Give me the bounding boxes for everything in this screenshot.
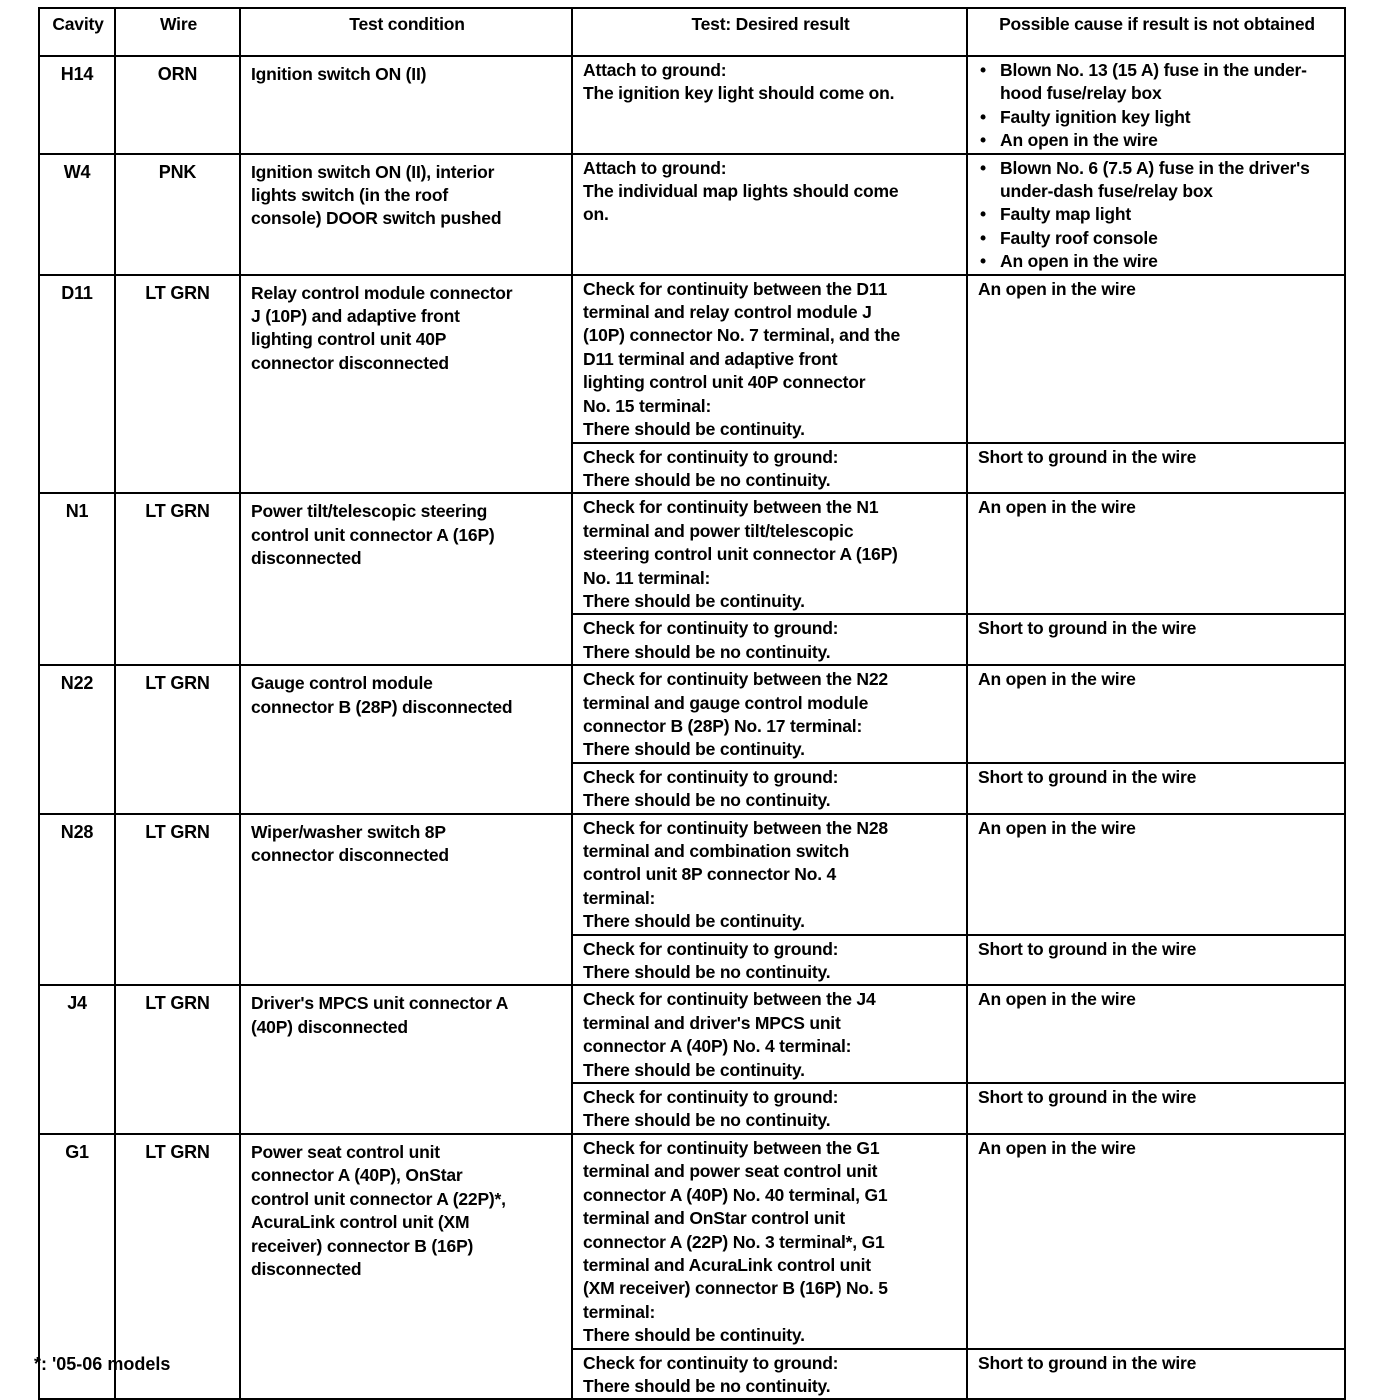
wire-test-table xyxy=(38,7,1346,1400)
cavity-cell: G1 xyxy=(39,1134,115,1399)
wire-cell: LT GRN xyxy=(115,665,240,813)
wire-cell: ORN xyxy=(115,56,240,154)
wire-cell: LT GRN xyxy=(115,814,240,986)
possible-cause-cell: Short to ground in the wire xyxy=(967,1083,1345,1134)
table-row xyxy=(39,154,1345,275)
header-wire: Wire xyxy=(115,8,240,56)
table-row xyxy=(39,985,1345,1083)
test-condition-cell: Relay control module connector J (10P) and adaptive front lighting control unit 40P connector disconnected xyxy=(240,275,572,494)
desired-result-cell: Check for continuity between the G1 terminal and power seat control unit connector A (40P) No. 40 terminal, G1 terminal and OnStar control unit connector A (22P) No. 3 terminal*, G1 terminal and AcuraLink control unit (XM receiver) connector B (16P) No. 5 terminal: There should be continuity. xyxy=(572,1134,967,1349)
cause-list-item: • Faulty roof console xyxy=(978,227,1336,250)
desired-result-cell: Check for continuity to ground: There should be no continuity. xyxy=(572,935,967,986)
table-row xyxy=(39,814,1345,935)
possible-cause-cell: Short to ground in the wire xyxy=(967,1349,1345,1400)
desired-result-cell: Check for continuity between the J4 terminal and driver's MPCS unit connector A (40P) No. 4 terminal: There should be continuity. xyxy=(572,985,967,1083)
possible-cause-cell: Short to ground in the wire xyxy=(967,763,1345,814)
possible-cause-cell: An open in the wire xyxy=(967,985,1345,1083)
cause-list xyxy=(978,59,1336,153)
cavity-cell: J4 xyxy=(39,985,115,1133)
desired-result-cell: Check for continuity between the D11 terminal and relay control module J (10P) connector No. 7 terminal, and the D11 terminal and adaptive front lighting control unit 40P connector No. 15 terminal: There should be continuity. xyxy=(572,275,967,443)
table-row xyxy=(39,56,1345,154)
possible-cause-cell xyxy=(967,154,1345,275)
table-row xyxy=(39,275,1345,443)
desired-result-cell: Check for continuity between the N1 terminal and power tilt/telescopic steering control unit connector A (16P) No. 11 terminal: There should be continuity. xyxy=(572,493,967,614)
cavity-cell: D11 xyxy=(39,275,115,494)
desired-result-cell: Check for continuity to ground: There should be no continuity. xyxy=(572,614,967,665)
possible-cause-cell: An open in the wire xyxy=(967,1134,1345,1349)
possible-cause-cell: Short to ground in the wire xyxy=(967,614,1345,665)
table-row xyxy=(39,665,1345,763)
wire-cell: LT GRN xyxy=(115,1134,240,1399)
possible-cause-cell: An open in the wire xyxy=(967,275,1345,443)
header-desired-result: Test: Desired result xyxy=(572,8,967,56)
desired-result-cell: Check for continuity to ground: There should be no continuity. xyxy=(572,1349,967,1400)
test-condition-cell: Power seat control unit connector A (40P), OnStar control unit connector A (22P)*, AcuraLink control unit (XM receiver) connector B (16P) disconnected xyxy=(240,1134,572,1399)
header-possible-cause: Possible cause if result is not obtained xyxy=(967,8,1345,56)
wire-cell: LT GRN xyxy=(115,985,240,1133)
cause-list-item: • An open in the wire xyxy=(978,129,1336,152)
possible-cause-cell xyxy=(967,56,1345,154)
test-condition-cell: Ignition switch ON (II), interior lights switch (in the roof console) DOOR switch pushed xyxy=(240,154,572,275)
header-cavity: Cavity xyxy=(39,8,115,56)
cause-list-item: • Faulty ignition key light xyxy=(978,106,1336,129)
table-row xyxy=(39,493,1345,614)
possible-cause-cell: Short to ground in the wire xyxy=(967,443,1345,494)
desired-result-cell: Check for continuity to ground: There should be no continuity. xyxy=(572,1083,967,1134)
desired-result-cell: Check for continuity between the N28 terminal and combination switch control unit 8P connector No. 4 terminal: There should be continuity. xyxy=(572,814,967,935)
cause-list-item: • Faulty map light xyxy=(978,203,1336,226)
wire-cell: PNK xyxy=(115,154,240,275)
cause-list xyxy=(978,157,1336,274)
possible-cause-cell: An open in the wire xyxy=(967,665,1345,763)
wire-cell: LT GRN xyxy=(115,275,240,494)
possible-cause-cell: An open in the wire xyxy=(967,493,1345,614)
table-row xyxy=(39,1134,1345,1349)
cavity-cell: N22 xyxy=(39,665,115,813)
desired-result-cell: Check for continuity to ground: There should be no continuity. xyxy=(572,443,967,494)
possible-cause-cell: An open in the wire xyxy=(967,814,1345,935)
cause-list-item: • An open in the wire xyxy=(978,250,1336,273)
cause-list-item: • Blown No. 13 (15 A) fuse in the under-hood fuse/relay box xyxy=(978,59,1336,106)
test-condition-cell: Gauge control module connector B (28P) disconnected xyxy=(240,665,572,813)
cavity-cell: N1 xyxy=(39,493,115,665)
possible-cause-cell: Short to ground in the wire xyxy=(967,935,1345,986)
test-condition-cell: Power tilt/telescopic steering control unit connector A (16P) disconnected xyxy=(240,493,572,665)
cause-list-item: • Blown No. 6 (7.5 A) fuse in the driver's under-dash fuse/relay box xyxy=(978,157,1336,204)
wire-cell: LT GRN xyxy=(115,493,240,665)
desired-result-cell: Attach to ground: The ignition key light should come on. xyxy=(572,56,967,154)
test-condition-cell: Driver's MPCS unit connector A (40P) disconnected xyxy=(240,985,572,1133)
header-test-condition: Test condition xyxy=(240,8,572,56)
cavity-cell: W4 xyxy=(39,154,115,275)
desired-result-cell: Check for continuity to ground: There should be no continuity. xyxy=(572,763,967,814)
desired-result-cell: Attach to ground: The individual map lights should come on. xyxy=(572,154,967,275)
desired-result-cell: Check for continuity between the N22 terminal and gauge control module connector B (28P) No. 17 terminal: There should be continuity. xyxy=(572,665,967,763)
test-condition-cell: Wiper/washer switch 8P connector disconnected xyxy=(240,814,572,986)
test-condition-cell: Ignition switch ON (II) xyxy=(240,56,572,154)
cavity-cell: N28 xyxy=(39,814,115,986)
footnote: *: '05-06 models xyxy=(34,1354,171,1374)
cavity-cell: H14 xyxy=(39,56,115,154)
